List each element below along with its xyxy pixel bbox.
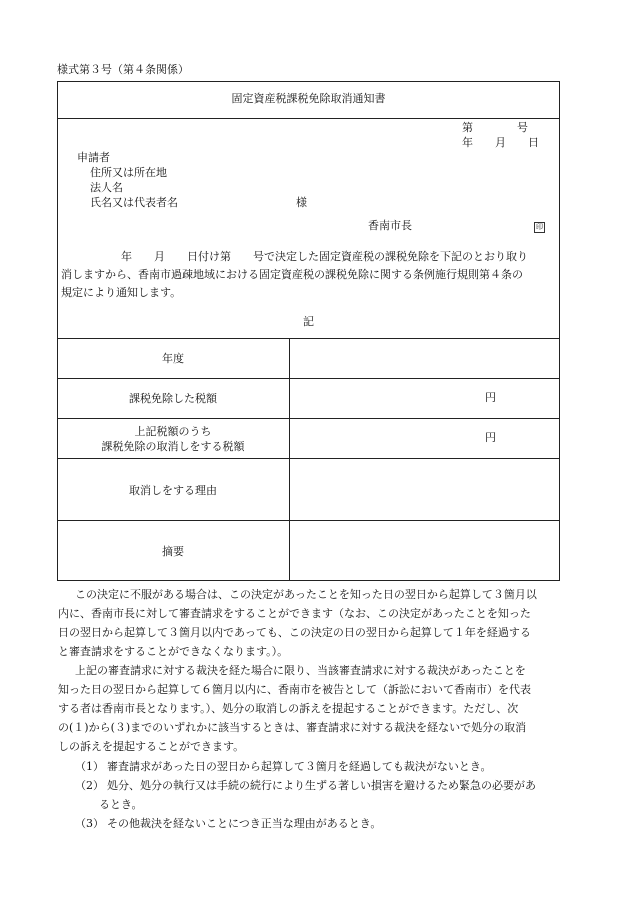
table-row-line-4: [57, 520, 560, 521]
row-label-revoked-tax-line1: 上記税額のうち: [134, 425, 212, 438]
note-line-5: 上記の審査請求に対する裁決を経た場合に限り、当該審査請求に対する裁決があったことを: [64, 664, 526, 677]
note-item-2-text: 処分、処分の執行又は手続の続行により生ずる著しい損害を避けるため緊急の必要があ: [107, 779, 536, 792]
note-item-3-text: その他裁決を経ないことにつき正当な理由があるとき。: [107, 817, 382, 830]
note-item-1-text: 審査請求があった日の翌日から起算して３箇月を経過しても裁決がないとき。: [107, 760, 492, 773]
title-divider: [57, 118, 560, 119]
form-title: 固定資産税課税免除取消通知書: [231, 92, 386, 105]
seal-icon: 印: [536, 223, 543, 231]
row-label-reason: 取消しをする理由: [129, 484, 217, 497]
table-row-line-1: [57, 378, 560, 379]
row-unit-revoked-tax: 円: [485, 431, 496, 444]
table-top-line: [57, 338, 560, 339]
body-line-3: 規定により通知します。: [61, 286, 182, 299]
applicant-heading: 申請者: [77, 151, 110, 164]
document-date: 年 月 日: [462, 136, 539, 149]
note-item-2-number: （2）: [75, 779, 104, 792]
row-label-fiscal-year: 年度: [162, 352, 184, 365]
note-item-3-number: （3）: [75, 817, 104, 830]
note-line-8: の(１)から(３)までのいずれかに該当するときは、審査請求に対する裁決を経ないで処分の取消: [58, 721, 527, 734]
table-row-line-2: [57, 418, 560, 419]
form-frame: [57, 81, 560, 581]
note-line-4: と審査請求をすることができなくなります。）。: [58, 645, 289, 658]
note-line-9: しの訴えを提起することができます。: [58, 740, 245, 753]
note-line-6: 知った日の翌日から起算して６箇月以内に、香南市を被告として（訴訟において香南市）を代表: [58, 683, 531, 696]
document-number: 第 号: [462, 121, 528, 134]
row-label-revoked-tax-line2: 課税免除の取消しをする税額: [101, 440, 245, 453]
form-number: 様式第３号（第４条関係）: [57, 63, 189, 76]
note-item-2-text-continued: るとき。: [99, 798, 143, 811]
row-label-exempted-tax: 課税免除した税額: [129, 392, 217, 405]
note-line-7: する者は香南市長となります。）、処分の取消しの訴えを提起することができます。ただし、次: [58, 702, 519, 715]
body-line-1: 年 月 日付け第 号で決定した固定資産税の課税免除を下記のとおり取り: [66, 250, 528, 263]
body-line-2: 消しますから、香南市過疎地域における固定資産税の課税免除に関する条例施行規則第４条の: [61, 268, 523, 281]
seal-mark: [534, 219, 545, 233]
representative-name-label: 氏名又は代表者名: [90, 196, 178, 209]
issuer-name: 香南市長: [368, 219, 412, 232]
table-column-divider: [289, 338, 290, 581]
note-item-1-number: （1）: [75, 760, 104, 773]
corp-name-label: 法人名: [90, 181, 123, 194]
row-label-remarks: 摘要: [162, 545, 184, 558]
note-line-1: この決定に不服がある場合は、この決定があったことを知った日の翌日から起算して３箇月以: [64, 588, 537, 601]
note-line-2: 内に、香南市長に対して審査請求をすることができます（なお、この決定があったことを知った: [58, 607, 531, 620]
ki-label: 記: [303, 315, 314, 328]
note-line-3: 日の翌日から起算して３箇月以内であっても、この決定の日の翌日から起算して１年を経過する: [58, 626, 531, 639]
address-label: 住所又は所在地: [90, 166, 167, 179]
honorific-sama: 様: [296, 196, 307, 209]
table-row-line-3: [57, 458, 560, 459]
row-unit-exempted-tax: 円: [485, 391, 496, 404]
